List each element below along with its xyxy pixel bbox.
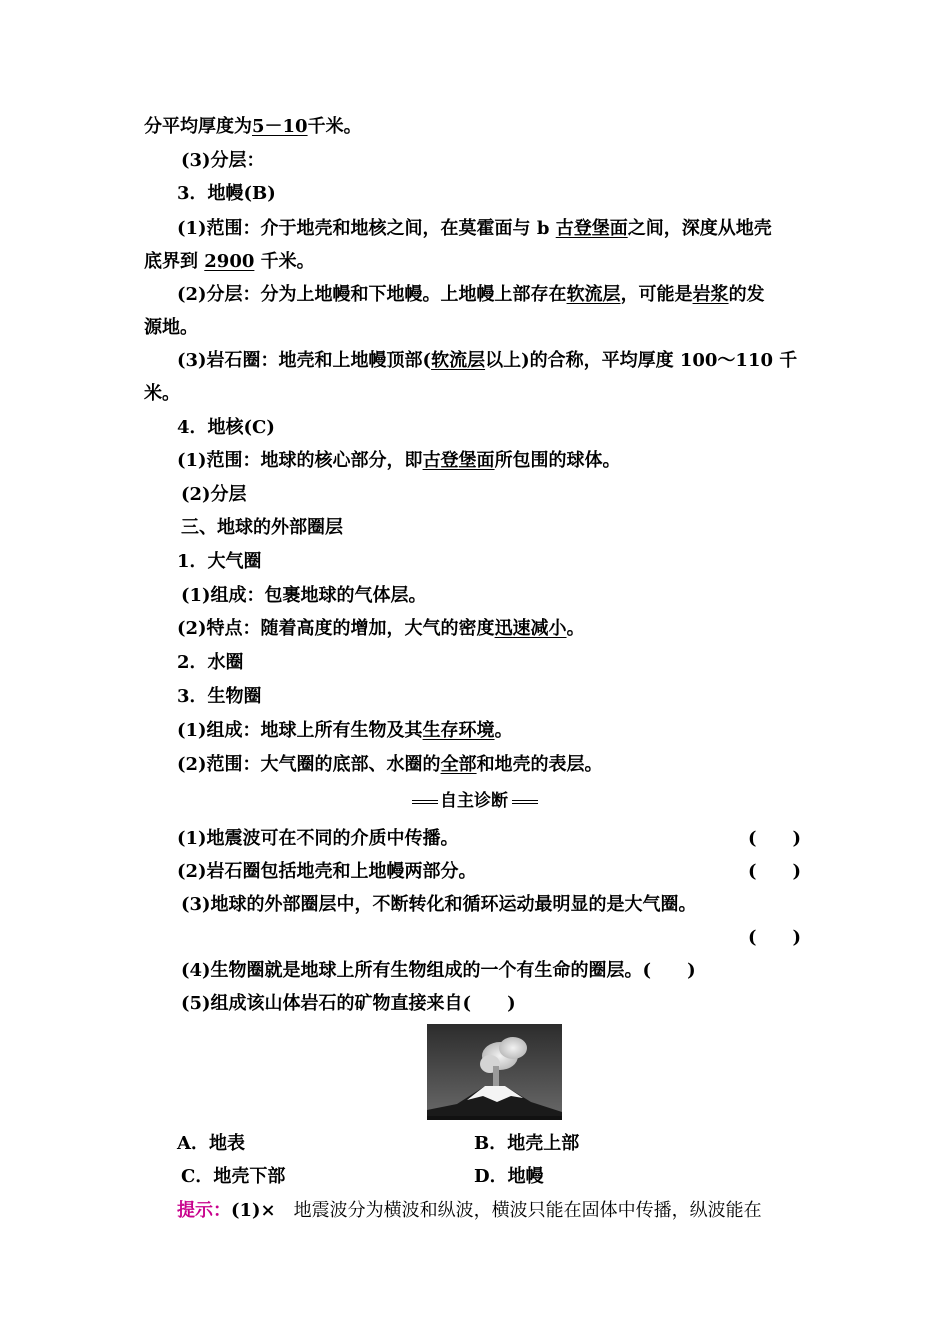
answer-underline: 古登堡面 bbox=[422, 450, 495, 471]
answer-underline: 2900 bbox=[204, 251, 255, 272]
section-heading: 3．地幔(B) bbox=[177, 183, 276, 204]
text-segment: 。 bbox=[494, 720, 513, 741]
text-segment: 。 bbox=[566, 618, 585, 639]
answer-underline: 岩浆 bbox=[692, 284, 729, 305]
text-line: (1)组成：包裹地球的气体层。 bbox=[181, 585, 427, 606]
text-segment: 千米。 bbox=[260, 251, 315, 272]
text-segment: 之间，深度从地壳 bbox=[627, 218, 772, 239]
answer-underline: 软流层 bbox=[566, 284, 621, 305]
text-segment: 底界到 bbox=[144, 251, 198, 272]
question-4: (4)生物圈就是地球上所有生物组成的一个有生命的圈层。( ) bbox=[181, 960, 696, 981]
text-line bbox=[177, 284, 765, 306]
text-segment: (2)分层：分为上地幔和下地幔。上地幔上部存在 bbox=[177, 284, 567, 305]
text-segment: (2)范围：大气圈的底部、水圈的 bbox=[177, 754, 441, 775]
volcano-photo bbox=[427, 1024, 562, 1120]
option-b: B．地壳上部 bbox=[474, 1133, 580, 1154]
text-segment: (1)范围：介于地壳和地核之间，在莫霍面与 b bbox=[177, 218, 550, 239]
answer-blank: ( ) bbox=[748, 828, 802, 849]
answer-blank: ( ) bbox=[748, 861, 802, 882]
question-2: (2)岩石圈包括地壳和上地幔两部分。 bbox=[177, 861, 477, 882]
text-line bbox=[177, 218, 772, 240]
section-heading: 三、地球的外部圈层 bbox=[181, 517, 343, 538]
question-5: (5)组成该山体岩石的矿物直接来自( ) bbox=[181, 993, 516, 1014]
text-line bbox=[144, 251, 315, 273]
text-line: 源地。 bbox=[144, 317, 198, 338]
text-line bbox=[144, 116, 362, 138]
answer-underline: 迅速减小 bbox=[494, 618, 567, 639]
option-d: D．地幔 bbox=[474, 1166, 544, 1187]
option-a: A．地表 bbox=[177, 1133, 245, 1154]
text-line bbox=[177, 350, 797, 372]
section-heading: 2．水圈 bbox=[177, 652, 244, 673]
question-1: (1)地震波可在不同的介质中传播。 bbox=[177, 828, 459, 849]
option-c: C．地壳下部 bbox=[181, 1166, 286, 1187]
hint-text: 地震波分为横波和纵波，横波只能在固体中传播，纵波能在 bbox=[293, 1200, 762, 1221]
hint-line bbox=[177, 1200, 762, 1222]
hint-label: 提示： bbox=[177, 1200, 231, 1221]
banner-title: 自主诊断 bbox=[440, 791, 508, 811]
text-line: (2)分层 bbox=[181, 484, 247, 505]
text-segment: (2)特点：随着高度的增加，大气的密度 bbox=[177, 618, 495, 639]
answer-underline: 软流层 bbox=[431, 350, 486, 371]
question-3: (3)地球的外部圈层中，不断转化和循环运动最明显的是大气圈。 bbox=[181, 894, 697, 915]
text-line bbox=[177, 618, 585, 640]
text-line bbox=[177, 754, 603, 776]
text-segment: 千米。 bbox=[307, 116, 362, 137]
text-line: (3)分层： bbox=[181, 150, 265, 171]
answer-blank: ( ) bbox=[748, 927, 802, 948]
text-segment: ，可能是 bbox=[620, 284, 693, 305]
hint-number: (1)× bbox=[231, 1200, 276, 1221]
text-segment: (1)范围：地球的核心部分，即 bbox=[177, 450, 423, 471]
banner-rule-left bbox=[412, 800, 438, 804]
text-line: 米。 bbox=[144, 383, 180, 404]
section-heading: 3．生物圈 bbox=[177, 686, 262, 707]
text-segment: 所包围的球体。 bbox=[494, 450, 621, 471]
text-line bbox=[177, 720, 513, 742]
self-diagnosis-banner bbox=[412, 790, 540, 812]
banner-rule-right bbox=[512, 800, 538, 804]
answer-underline: 5－10 bbox=[252, 116, 308, 137]
text-line bbox=[177, 450, 621, 472]
section-heading: 1．大气圈 bbox=[177, 551, 262, 572]
answer-underline: 全部 bbox=[440, 754, 477, 775]
text-segment: 以上)的合称，平均厚度 100～110 千 bbox=[485, 350, 798, 371]
text-segment: 的发 bbox=[728, 284, 765, 305]
text-segment: (3)岩石圈：地壳和上地幔顶部( bbox=[177, 350, 432, 371]
text-segment: 分平均厚度为 bbox=[144, 116, 252, 137]
text-segment: 和地壳的表层。 bbox=[476, 754, 603, 775]
answer-underline: 生存环境 bbox=[422, 720, 495, 741]
text-segment: (1)组成：地球上所有生物及其 bbox=[177, 720, 423, 741]
section-heading: 4．地核(C) bbox=[177, 417, 275, 438]
answer-underline: 古登堡面 bbox=[555, 218, 628, 239]
